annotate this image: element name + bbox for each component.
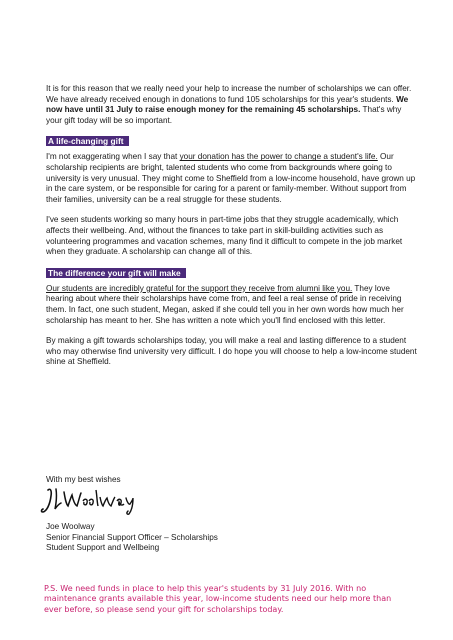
- section-heading-difference: The difference your gift will make: [46, 268, 186, 278]
- closing-line: With my best wishes: [46, 475, 121, 484]
- section-heading-life-changing: A life-changing gift: [46, 136, 129, 146]
- signer-title: Senior Financial Support Officer – Scholarships: [46, 532, 218, 542]
- paragraph-part-time-jobs: I've seen students working so many hours in part-time jobs that they struggle academically, which affects their wellbeing. And, without the finances to take part in skill-building activities such as volunteering programmes and vacation schemes, many find it difficult to compete in the job market when they graduate. A scholarship can change all of this.: [46, 215, 403, 257]
- paragraph-text: They love hearing about where their scholarships have come from, and feel a real sense of pride in receiving them. In fact, one such student, Megan, asked if she could tell you in her own words how much her scholarship has meant to her. She has written a note which you'll find enclosed with this letter.: [46, 283, 404, 325]
- signer-details: [46, 522, 218, 554]
- postscript: P.S. We need funds in place to help this year's students by 31 July 2016. With no maintenance grants available this year, low-income students need our help more than ever before, so please send your gift for scholarships today.: [44, 584, 392, 614]
- paragraph-text: Our scholarship recipients are bright, talented students who come from backgrounds where going to university is very unusual. They might come to Sheffield from a low-income household, have grown up in the care system, or be responsible for caring for a parent or family-member. Without support from their families, university can be a real struggle for these students.: [46, 152, 416, 204]
- signer-department: Student Support and Wellbeing: [46, 543, 160, 553]
- paragraph-text: I'm not exaggerating when I say that: [46, 152, 180, 162]
- underlined-text: your donation has the power to change a student's life.: [179, 152, 378, 162]
- paragraph-make-a-gift: By making a gift towards scholarships today, you will make a real and lasting difference to a student who may otherwise find university very difficult. I do hope you will choose to help a low-income student shine at Sheffield.: [46, 336, 417, 367]
- handwritten-signature-icon: [40, 484, 140, 516]
- bold-deadline-text: We now have until 31 July to raise enough money for the remaining 45 scholarships.: [46, 94, 409, 115]
- paragraph-text: That's why your gift today will be so important.: [46, 105, 402, 125]
- paragraph-text: It is for this reason that we really need your help to increase the number of scholarships we can offer. We have already received enough in donations to fund 105 scholarships for this year's students.: [46, 84, 412, 104]
- signer-name: Joe Woolway: [46, 522, 95, 531]
- paragraph-life-changing: [46, 152, 418, 205]
- underlined-text: Our students are incredibly grateful for the support they receive from alumni like you.: [46, 283, 353, 293]
- paragraph-grateful-students: [46, 284, 418, 326]
- letter-body: [46, 84, 418, 378]
- paragraph-scholarships-need: [46, 84, 418, 126]
